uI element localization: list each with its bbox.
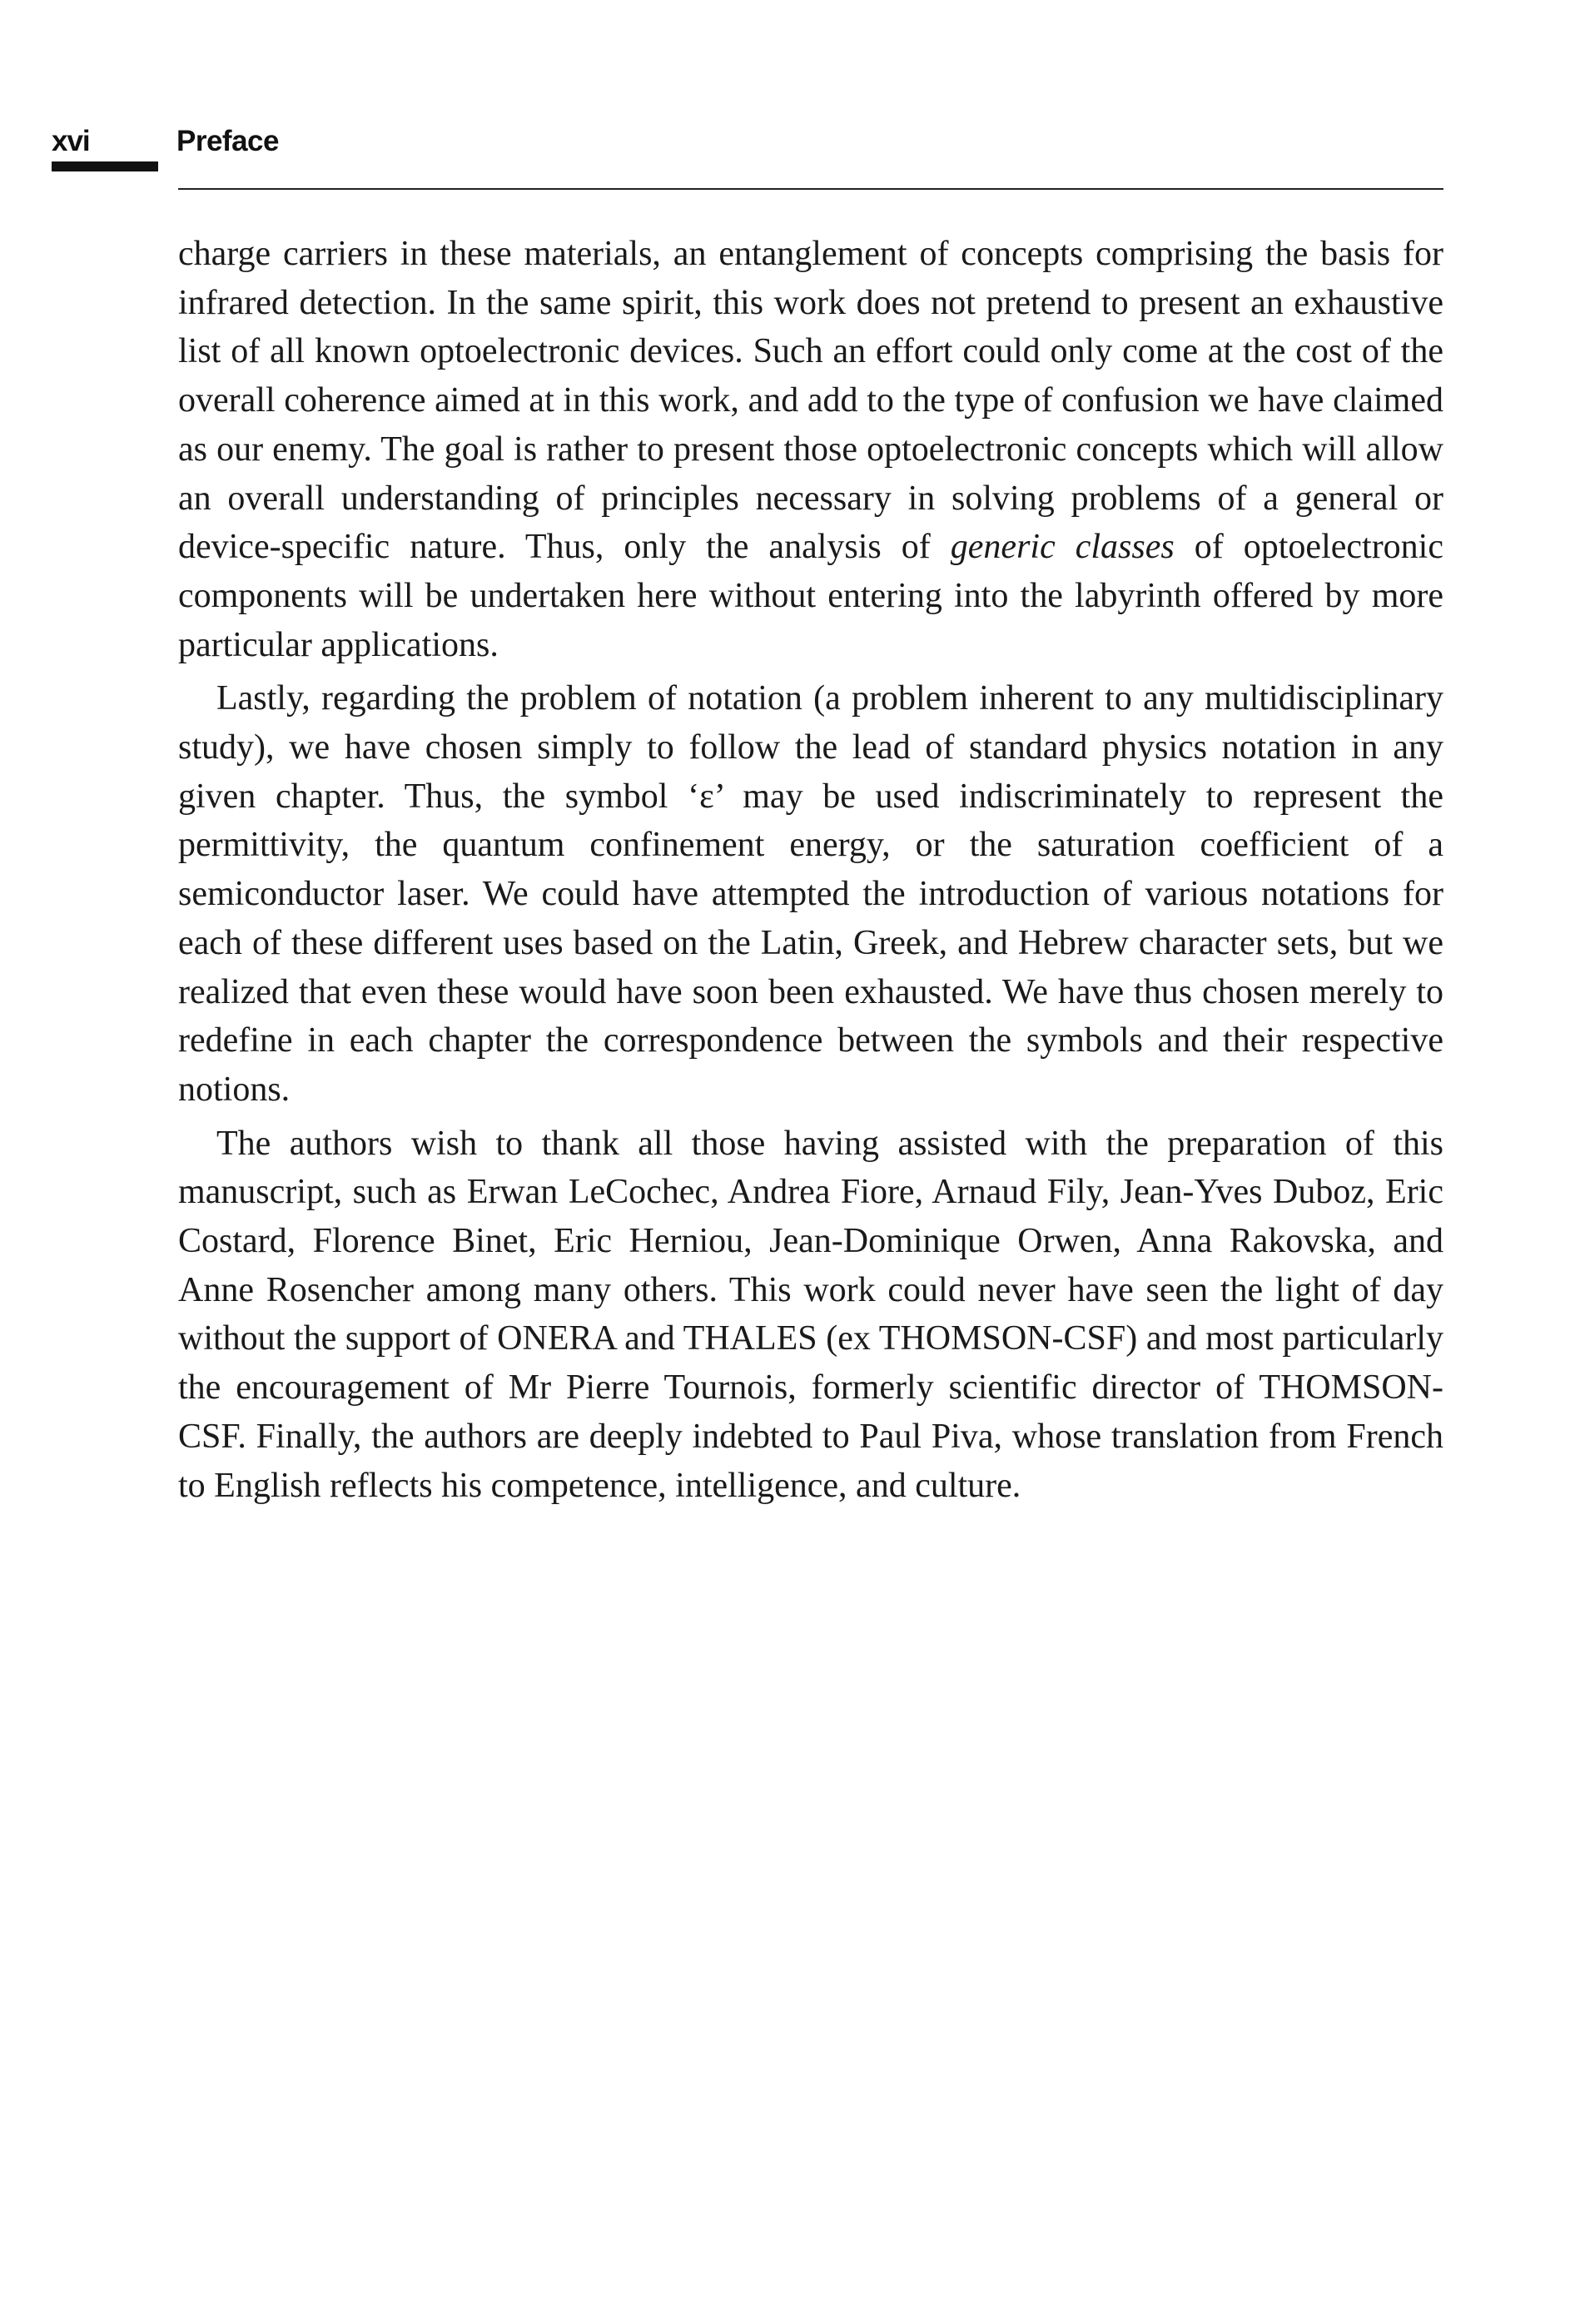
running-head bbox=[52, 125, 1442, 191]
paragraph-1-emphasis: generic classes bbox=[950, 528, 1175, 567]
paragraph-1 bbox=[178, 230, 1443, 669]
page-number-bar bbox=[52, 161, 158, 171]
paragraph-2: Lastly, regarding the problem of notation (a problem inherent to any multidisciplinary study), we have chosen simply to follow the lead of standard physics notation in any given chapter. Thus, the symbol ‘ε’ may be used indiscriminately to represent the permittivity, the quantum confinement energy, or the saturation coefficient of a semiconductor laser. We could have attempted the introduction of various notations for each of these different uses based on the Latin, Greek, and Hebrew character sets, but we realized that even these would have soon been exhausted. We have thus chosen merely to redefine in each chapter the correspondence between the symbols and their respective notions. bbox=[178, 679, 1443, 1109]
page-number: xvi bbox=[52, 125, 90, 157]
paragraph-1-text-b: of optoelectronic components will be undertaken here without entering into the labyrinth offered by more particular applications. bbox=[178, 528, 1443, 664]
header-rule bbox=[178, 188, 1443, 190]
paragraph-1-text-a: charge carriers in these materials, an entanglement of concepts comprising the basis for infrared detection. In the same spirit, this work does not pretend to present an exhaustive list of all known optoelectronic devices. Such an effort could only come at the cost of the overall coherence aimed at in this work, and add to the type of confusion we have claimed as our enemy. The goal is rather to present those optoelectronic concepts which will allow an overall understanding of principles necessary in solving problems of a general or device-specific nature. Thus, only the analysis of bbox=[178, 235, 1443, 567]
paragraph-3: The authors wish to thank all those having assisted with the preparation of this manuscript, such as Erwan LeCochec, Andrea Fiore, Arnaud Fily, Jean-Yves Duboz, Eric Costard, Florence Binet, Eric Herniou, Jean-Dominique Orwen, Anna Rakovska, and Anne Rosencher among many others. This work could never have seen the light of day without the support of ONERA and THALES (ex THOMSON-CSF) and most particularly the encouragement of Mr Pierre Tournois, formerly scientific director of THOMSON-CSF. Finally, the authors are deeply indebted to Paul Piva, whose translation from French to English reflects his competence, intelligence, and culture. bbox=[178, 1124, 1443, 1505]
running-title: Preface bbox=[176, 125, 279, 157]
preface-body bbox=[178, 230, 1443, 1510]
